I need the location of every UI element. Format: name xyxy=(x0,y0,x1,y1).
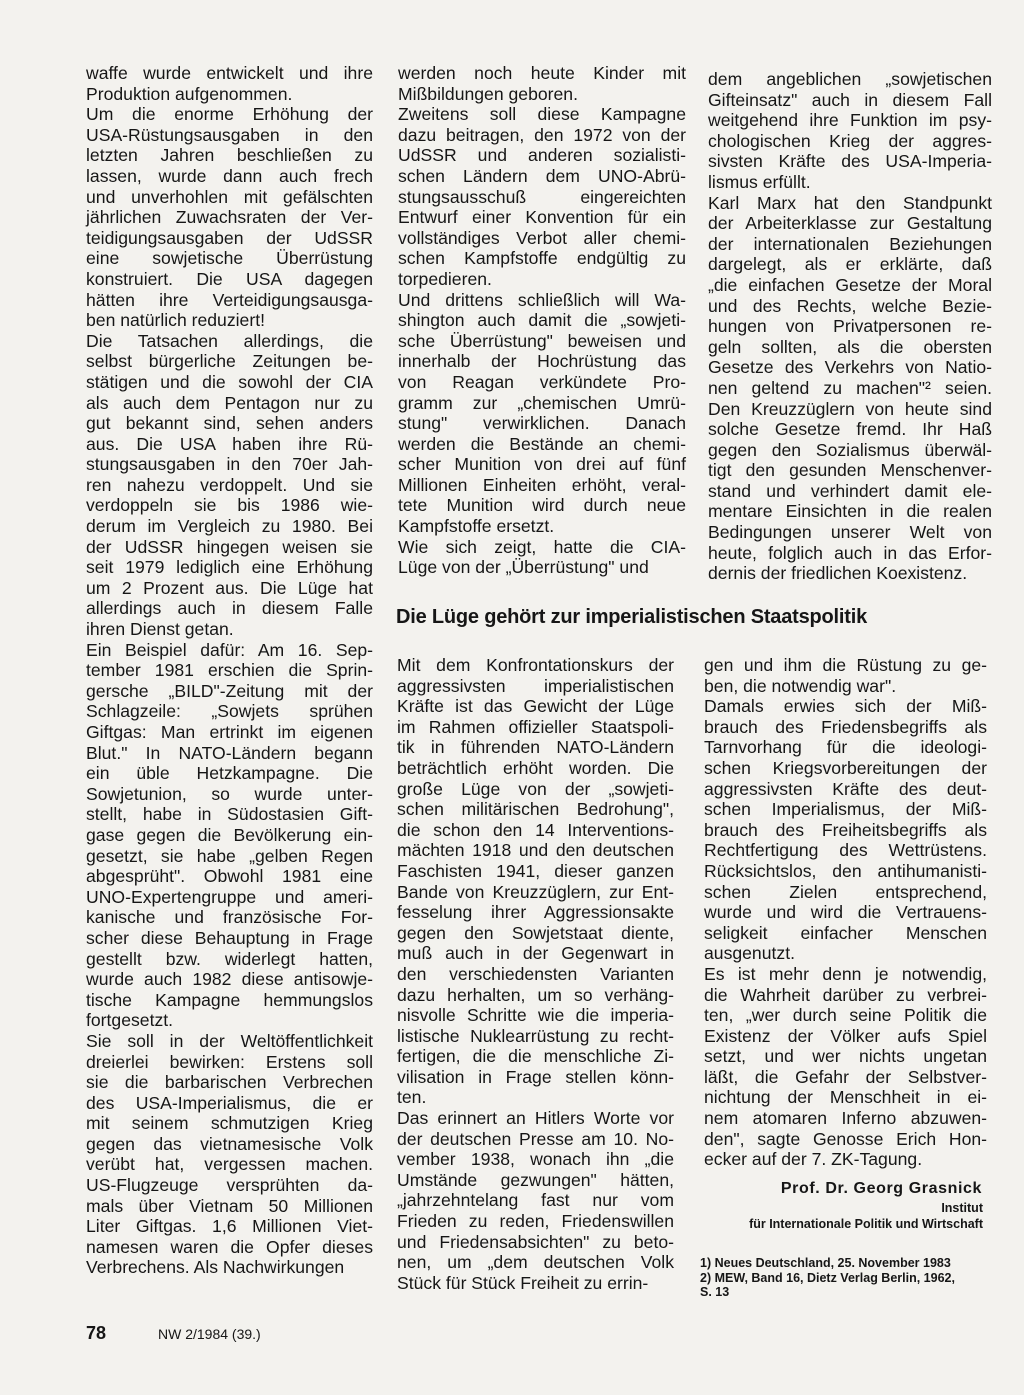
text-line: um 2 Prozent aus. Die Lüge hat xyxy=(86,577,373,598)
text-line: aus. Die USA haben ihre Rü- xyxy=(86,433,373,454)
text-line: mentare Einsichten in die realen xyxy=(708,501,992,522)
text-line: Liter Giftgas. 1,6 Millionen Viet- xyxy=(86,1216,373,1237)
text-line: gut bekannt sind, sehen anders xyxy=(86,413,373,434)
page-number: 78 xyxy=(86,1323,107,1343)
text-line: die Wahrheit darüber zu verbrei- xyxy=(704,984,987,1005)
text-line: kanische und französische For- xyxy=(86,907,373,928)
text-line: nem atomaren Inferno abzuwen- xyxy=(704,1108,987,1129)
text-line: weitgehend ihre Funktion im psy- xyxy=(708,110,992,131)
text-line: gestellt bzw. widerlegt hatten, xyxy=(86,948,373,969)
footnotes xyxy=(700,1256,990,1300)
paragraph xyxy=(398,537,686,578)
text-line: muß auch in der Gegenwart in xyxy=(397,943,674,964)
text-line: dazu beitragen, den 1972 von der xyxy=(398,124,686,145)
text-line: mit seinem schmutzigen Krieg xyxy=(86,1113,373,1134)
text-line: UdSSR und anderen sozialisti- xyxy=(398,145,686,166)
text-line: von Reagan verkündete Pro- xyxy=(398,371,686,392)
text-line: dazu herhalten, um so verhäng- xyxy=(397,984,674,1005)
paragraph xyxy=(397,655,674,1108)
text-line: ihren Dienst getan. xyxy=(86,619,234,640)
text-line: im Rahmen offizieller Staatspoli- xyxy=(397,716,674,737)
text-line: Gesetze des Verkehrs von Natio- xyxy=(708,357,992,378)
text-line: stung" verwirklichen. Danach xyxy=(398,413,686,434)
paragraph xyxy=(86,104,373,331)
text-line: shington auch damit die „sowjeti- xyxy=(398,310,686,331)
paragraph xyxy=(704,964,987,1170)
text-line: stätigen und die sowohl der CIA xyxy=(86,371,373,392)
text-line: Verbrechens. Als Nachwirkungen xyxy=(86,1257,345,1278)
text-line: Giftgas: Man ertrinkt im eigenen xyxy=(86,722,373,742)
text-line: den", sagte Genosse Erich Hon- xyxy=(704,1128,987,1149)
text-line: nen, um „dem deutschen Volk xyxy=(397,1252,674,1273)
text-line: jährlichen Zuwachsraten der Ver- xyxy=(86,207,373,228)
text-line: vollständiges Verbot aller chemi- xyxy=(398,227,686,248)
article-column-3 xyxy=(708,69,992,584)
author-name: Prof. Dr. Georg Grasnick xyxy=(780,1180,982,1197)
text-line: stungsausgaben in den 70er Jah- xyxy=(86,454,373,475)
text-line: Ein Beispiel dafür: Am 16. Sep- xyxy=(86,639,373,660)
text-line: derum im Vergleich zu 1980. Bei xyxy=(86,516,373,537)
text-line: Mit dem Konfrontationskurs der xyxy=(397,655,674,675)
text-line: Produktion aufgenommen. xyxy=(86,83,293,104)
text-line: ben natürlich reduziert! xyxy=(86,310,265,331)
text-line: Stück für Stück Freiheit zu errin- xyxy=(397,1272,649,1293)
text-line: ben, die notwendig war". xyxy=(704,675,897,696)
text-line: Entwurf einer Konvention für ein xyxy=(398,207,686,228)
text-line: des USA-Imperialismus, die er xyxy=(86,1092,373,1113)
article-column-5 xyxy=(704,655,987,1170)
text-line: listische Nuklearrüstung zu recht- xyxy=(397,1025,674,1046)
text-line: UNO-Expertengruppe und ameri- xyxy=(86,886,373,907)
text-line: lismus erfüllt. xyxy=(708,171,811,192)
text-line: Kampfstoffe ersetzt. xyxy=(398,516,555,537)
paragraph xyxy=(704,696,987,964)
text-line: Sowjetunion, so wurde unter- xyxy=(86,783,373,804)
article-column-1 xyxy=(86,63,373,1278)
text-line: wurde und wird die Vertrauens- xyxy=(704,902,987,923)
text-line: tember 1981 erschien die Sprin- xyxy=(86,660,373,681)
text-line: vilisation in Frage stellen könn- xyxy=(397,1066,674,1087)
text-line: setzt, und wer nichts ungetan xyxy=(704,1046,987,1067)
text-line: seligkeit einfacher Menschen xyxy=(704,922,987,943)
text-line: lassen, wurde dann auch frech xyxy=(86,165,373,186)
text-line: seit 1979 lediglich eine Erhöhung xyxy=(86,557,373,578)
text-line: fortgesetzt. xyxy=(86,1010,174,1031)
text-line: wurde auch 1982 diese antisowje- xyxy=(86,969,373,990)
text-line: ten, „wer durch seine Politik die xyxy=(704,1005,987,1026)
text-line: allerdings auch in diesem Falle xyxy=(86,598,373,619)
text-line: Umstände gezwungen" hätten, xyxy=(397,1169,674,1190)
text-line: als auch dem Pentagon nur zu xyxy=(86,392,373,413)
text-line: werden noch heute Kinder mit xyxy=(398,63,686,83)
text-line: schen Kampfstoffe endgültig zu xyxy=(398,248,686,269)
footnote-line: 1) Neues Deutschland, 25. November 1983 xyxy=(700,1256,951,1270)
text-line: Zweitens soll diese Kampagne xyxy=(398,104,686,125)
text-line: große Lüge von der „sowjeti- xyxy=(397,778,674,799)
text-line: namesen waren die Opfer dieses xyxy=(86,1236,373,1257)
text-line: teidigungsausgaben der UdSSR xyxy=(86,227,373,248)
text-line: eine sowjetische Überrüstung xyxy=(86,248,373,269)
paragraph xyxy=(86,640,373,1031)
text-line: und Friedensabsichten" zu beto- xyxy=(397,1231,674,1252)
text-line: Millionen Einheiten erhöht, veral- xyxy=(398,474,686,495)
text-line: dargelegt, als er erklärte, daß xyxy=(708,254,992,275)
text-line: tete Munition wird durch neue xyxy=(398,495,686,516)
text-line: schen Kriegsvorbereitungen der xyxy=(704,757,987,778)
text-line: Kräfte ist das Gewicht der Lüge xyxy=(397,696,674,717)
text-line: gramm zur „chemischen Umrü- xyxy=(398,392,686,413)
paragraph xyxy=(398,104,686,289)
text-line: heute, folglich auch in das Erfor- xyxy=(708,542,992,563)
paragraph xyxy=(86,63,373,104)
text-line: gegen den Sowjetstaat diente, xyxy=(397,922,674,943)
text-line: fesselung ihrer Aggressionsakte xyxy=(397,902,674,923)
text-line: ren nahezu verdoppelt. Und sie xyxy=(86,474,373,495)
text-line: Karl Marx hat den Standpunkt xyxy=(708,192,992,213)
text-line: konstruiert. Die USA dagegen xyxy=(86,268,373,289)
text-line: und unverhohlen mit gefälschten xyxy=(86,186,373,207)
text-line: brauch des Freiheitsbegriffs als xyxy=(704,819,987,840)
text-line: gegen das vietnamesische Volk xyxy=(86,1133,373,1154)
text-line: US-Flugzeuge versprühten da- xyxy=(86,1175,373,1196)
text-line: sivsten Kräfte des USA-Imperia- xyxy=(708,151,992,172)
text-line: torpedieren. xyxy=(398,268,492,289)
text-line: schen Ländern dem UNO-Abrü- xyxy=(398,165,686,186)
paragraph xyxy=(708,193,992,584)
text-line: abgesprüht". Obwohl 1981 eine xyxy=(86,866,373,887)
text-line: mals über Vietnam 50 Millionen xyxy=(86,1195,373,1216)
text-line: Lüge von der „Überrüstung" und xyxy=(398,557,649,578)
section-heading: Die Lüge gehört zur imperialistischen Staatspolitik xyxy=(396,606,868,628)
text-line: Tarnvorhang für die ideologi- xyxy=(704,737,987,758)
text-line: dreierlei bewirken: Erstens soll xyxy=(86,1051,373,1072)
text-line: dem angeblichen „sowjetischen xyxy=(708,69,992,89)
text-line: die schon den 14 Interventions- xyxy=(397,819,674,840)
text-line: chologischen Krieg der aggres- xyxy=(708,130,992,151)
text-line: läßt, die Gefahr der Selbstver- xyxy=(704,1066,987,1087)
text-line: schen militärischen Bedrohung", xyxy=(397,799,674,820)
text-line: Blut." In NATO-Ländern begann xyxy=(86,742,373,763)
text-line: Es ist mehr denn je notwendig, xyxy=(704,963,987,984)
paragraph xyxy=(398,290,686,537)
text-line: ecker auf der 7. ZK-Tagung. xyxy=(704,1149,923,1170)
text-line: ausgenutzt. xyxy=(704,943,795,964)
text-line: Rechtfertigung des Wettrüstens. xyxy=(704,840,987,861)
text-line: werden die Bestände an chemi- xyxy=(398,433,686,454)
text-line: fertigen, die die menschliche Zi- xyxy=(397,1046,674,1067)
text-line: innerhalb der Hochrüstung das xyxy=(398,351,686,372)
text-line: verübt hat, vergessen machen. xyxy=(86,1154,373,1175)
text-line: scher Munition von drei auf fünf xyxy=(398,454,686,475)
text-line: nichtung der Menschheit in ei- xyxy=(704,1087,987,1108)
text-line: tik in führenden NATO-Ländern xyxy=(397,737,674,758)
text-line: den verschiedensten Varianten xyxy=(397,963,674,984)
text-line: Existenz der Völker aufs Spiel xyxy=(704,1025,987,1046)
institute-line: für Internationale Politik und Wirtschaft xyxy=(749,1217,983,1231)
text-line: der UdSSR hingegen weisen sie xyxy=(86,536,373,557)
text-line: scher diese Behauptung in Frage xyxy=(86,927,373,948)
text-line: Sie soll in der Weltöffentlichkeit xyxy=(86,1030,373,1051)
text-line: sche Überrüstung" beweisen und xyxy=(398,330,686,351)
text-line: hätten ihre Verteidigungsausga- xyxy=(86,289,373,310)
text-line: Bedingungen unserer Welt von xyxy=(708,522,992,543)
text-line: schen Zielen entsprechend, xyxy=(704,881,987,902)
text-line: Und drittens schließlich will Wa- xyxy=(398,289,686,310)
article-column-4 xyxy=(397,655,674,1293)
text-line: mächten 1918 und den deutschen xyxy=(397,840,674,861)
text-line: Gifteinsatz" auch in diesem Fall xyxy=(708,89,992,110)
text-line: der deutschen Presse am 10. No- xyxy=(397,1128,674,1149)
text-line: und des Rechts, welche Bezie- xyxy=(708,295,992,316)
text-line: selbst bürgerliche Zeitungen be- xyxy=(86,351,373,372)
text-line: USA-Rüstungsausgaben in den xyxy=(86,124,373,145)
text-line: Rücksichtslos, den antihumanisti- xyxy=(704,860,987,881)
text-line: waffe wurde entwickelt und ihre xyxy=(86,63,373,83)
text-line: stand und verhindert damit ele- xyxy=(708,480,992,501)
text-line: „die einfachen Gesetze der Moral xyxy=(708,274,992,295)
text-line: gen und ihm die Rüstung zu ge- xyxy=(704,655,987,675)
text-line: Den Kreuzzüglern von heute sind xyxy=(708,398,992,419)
text-line: hungen von Privatpersonen re- xyxy=(708,316,992,337)
paragraph xyxy=(86,331,373,640)
text-line: Die Tatsachen allerdings, die xyxy=(86,330,373,351)
text-line: gase gegen die Bevölkerung ein- xyxy=(86,824,373,845)
text-line: schen Imperialismus, der Miß- xyxy=(704,799,987,820)
text-line: verdoppeln sie bis 1986 wie- xyxy=(86,495,373,516)
footnote-line: 2) MEW, Band 16, Dietz Verlag Berlin, 1962, xyxy=(700,1270,955,1285)
text-line: nen geltend zu machen"² seien. xyxy=(708,377,992,398)
text-line: Schlagzeile: „Sowjets sprühen xyxy=(86,701,373,722)
text-line: der internationalen Beziehungen xyxy=(708,233,992,254)
text-line: sie die barbarischen Verbrechen xyxy=(86,1072,373,1093)
text-line: vember 1938, wonach ihn „die xyxy=(397,1149,674,1170)
text-line: tigt den gesunden Menschenver- xyxy=(708,460,992,481)
text-line: solche Gesetze fremd. Ihr Haß xyxy=(708,419,992,440)
paragraph xyxy=(708,69,992,193)
text-line: aggressivsten imperialistischen xyxy=(397,675,674,696)
text-line: Faschisten 1941, dieser ganzen xyxy=(397,860,674,881)
author-institute xyxy=(700,1200,983,1232)
text-line: letzten Jahren beschließen zu xyxy=(86,145,373,166)
text-line: aggressivsten Kräfte des deut- xyxy=(704,778,987,799)
paragraph xyxy=(86,1031,373,1278)
text-line: Mißbildungen geboren. xyxy=(398,83,578,104)
text-line: geln sollten, als die obersten xyxy=(708,336,992,357)
paragraph xyxy=(397,1108,674,1293)
text-line: Um die enorme Erhöhung der xyxy=(86,104,373,125)
text-line: der Arbeiterklasse zur Gestaltung xyxy=(708,213,992,234)
issue-label: NW 2/1984 (39.) xyxy=(158,1326,261,1342)
paragraph xyxy=(398,63,686,104)
text-line: stellt, habe in Südostasien Gift- xyxy=(86,804,373,825)
text-line: beträchtlich erhöht worden. Die xyxy=(397,757,674,778)
text-line: stungsausschuß eingereichten xyxy=(398,186,686,207)
text-line: Frieden zu reden, Friedenswillen xyxy=(397,1211,674,1232)
text-line: gegen den Sozialismus überwäl- xyxy=(708,439,992,460)
text-line: tische Kampagne hemmungslos xyxy=(86,989,373,1010)
text-line: dernis der friedlichen Koexistenz. xyxy=(708,563,968,584)
text-line: Damals erwies sich der Miß- xyxy=(704,696,987,717)
text-line: Das erinnert an Hitlers Worte vor xyxy=(397,1108,674,1129)
text-line: gesetzt, sie habe „gelben Regen xyxy=(86,845,373,866)
article-column-2 xyxy=(398,63,686,578)
text-line: Wie sich zeigt, hatte die CIA- xyxy=(398,536,686,557)
text-line: brauch des Friedensbegriffs als xyxy=(704,716,987,737)
text-line: „jahrzehntelang fast nur vom xyxy=(397,1190,674,1211)
footnote-line: S. 13 xyxy=(700,1285,730,1299)
text-line: nisvolle Schritte wie die imperia- xyxy=(397,1005,674,1026)
text-line: gersche „BILD"-Zeitung mit der xyxy=(86,680,373,701)
institute-line: Institut xyxy=(941,1201,983,1215)
paragraph xyxy=(704,655,987,696)
text-line: ein üble Hetzkampagne. Die xyxy=(86,763,373,784)
text-line: Bande von Kreuzzüglern, zur Ent- xyxy=(397,881,674,902)
text-line: ten. xyxy=(397,1087,427,1108)
